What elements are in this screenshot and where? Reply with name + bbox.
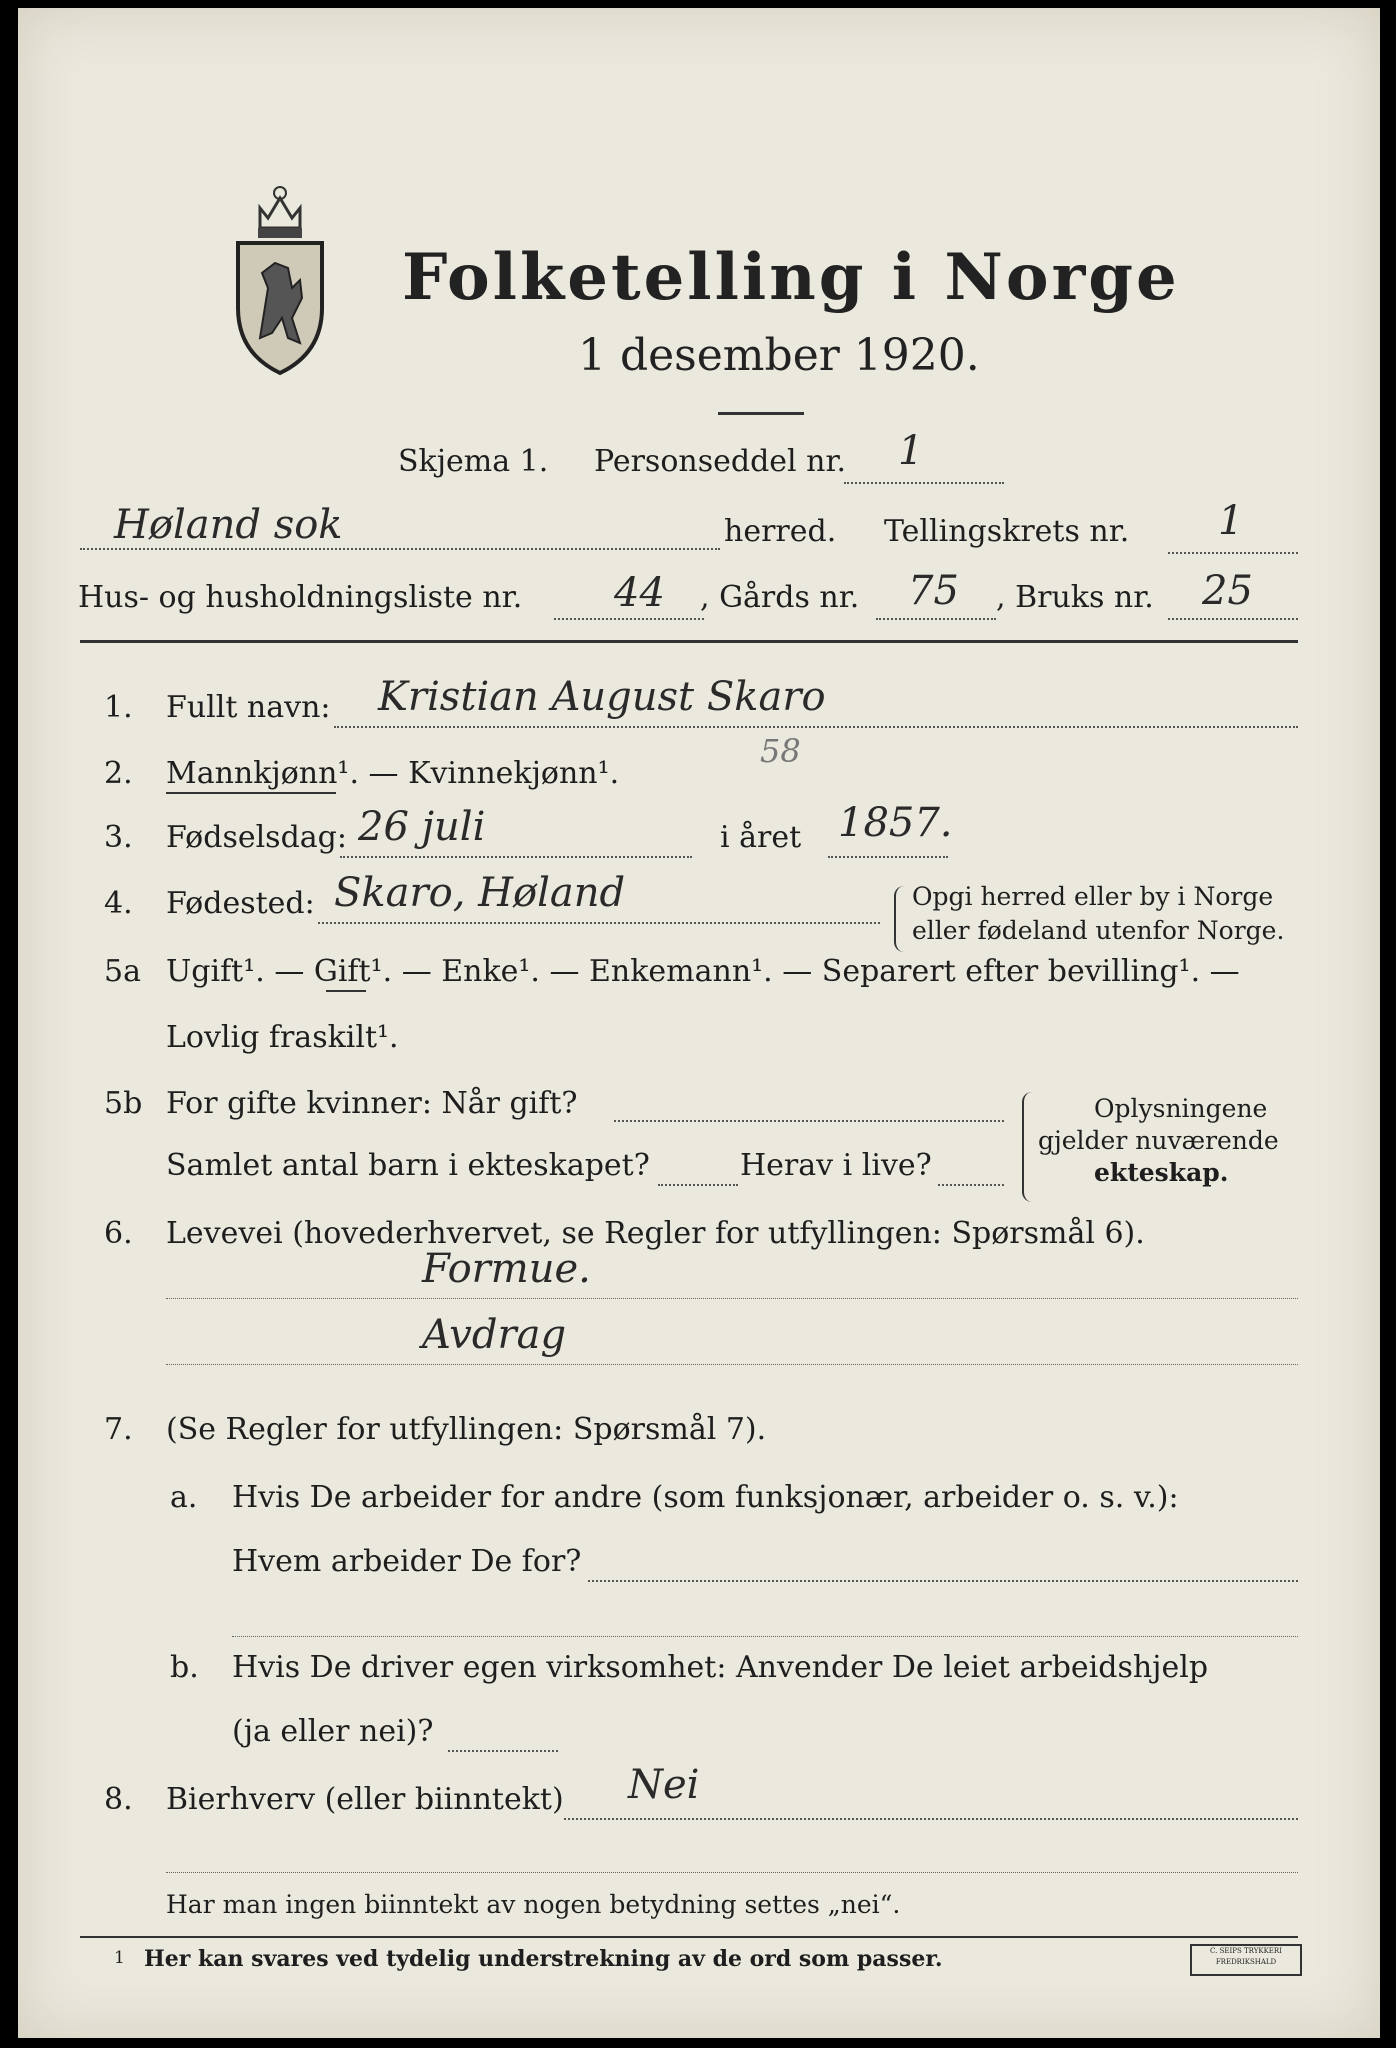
q3-number: 3. bbox=[104, 820, 133, 855]
q7a-line2: Hvem arbeider De for? bbox=[232, 1544, 582, 1579]
gards-label: , Gårds nr. bbox=[700, 580, 860, 615]
form-title: Folketelling i Norge bbox=[402, 240, 1180, 315]
q7b-line2: (ja eller nei)? bbox=[232, 1714, 434, 1749]
gender-underline bbox=[166, 792, 336, 794]
marital-status-options: Ugift¹. — Gift¹. — Enke¹. — Enkemann¹. — Separert efter bevilling¹. — bbox=[166, 954, 1240, 989]
side-occupation-value[interactable]: Nei bbox=[628, 1762, 700, 1808]
gender-options: Mannkjønn¹. — Kvinnekjønn¹. bbox=[166, 756, 620, 791]
birthplace-value[interactable]: Skaro, Høland bbox=[334, 870, 626, 916]
year-label: i året bbox=[720, 820, 802, 855]
herred-label: herred. bbox=[724, 514, 837, 549]
personseddel-label: Personseddel nr. bbox=[594, 444, 847, 479]
gards-value[interactable]: 75 bbox=[908, 568, 959, 614]
marriage-note-line2: gjelder nuværende bbox=[1038, 1126, 1279, 1155]
personseddel-value[interactable]: 1 bbox=[898, 428, 924, 474]
q7-number: 7. bbox=[104, 1412, 133, 1447]
hus-value[interactable]: 44 bbox=[614, 570, 665, 616]
q2-number: 2. bbox=[104, 756, 133, 791]
printer-stamp bbox=[1190, 1944, 1302, 1976]
herred-value[interactable]: Høland sok bbox=[114, 502, 343, 548]
census-date: 1 desember 1920. bbox=[578, 330, 980, 381]
bruks-value[interactable]: 25 bbox=[1202, 568, 1253, 614]
q3-label: Fødselsdag: bbox=[166, 820, 347, 855]
printer-stamp-line2: FREDRIKSHALD bbox=[1215, 1958, 1277, 1966]
q7b-line1: Hvis De driver egen virksomhet: Anvender De leiet arbeidshjelp bbox=[232, 1650, 1209, 1685]
tellingskrets-label: Tellingskrets nr. bbox=[884, 514, 1130, 549]
q7a-line1: Hvis De arbeider for andre (som funksjonær, arbeider o. s. v.): bbox=[232, 1480, 1179, 1515]
birthday-value[interactable]: 26 juli bbox=[358, 804, 486, 850]
footer-divider bbox=[80, 1936, 1298, 1938]
children-count-label: Samlet antal barn i ekteskapet? bbox=[166, 1148, 650, 1183]
tellingskrets-value[interactable]: 1 bbox=[1218, 498, 1244, 544]
married-when-label: For gifte kvinner: Når gift? bbox=[166, 1086, 578, 1121]
footnote-text: Her kan svares ved tydelig understrekning av de ord som passer. bbox=[144, 1946, 943, 1972]
q4-number: 4. bbox=[104, 886, 133, 921]
q5a-number: 5a bbox=[104, 954, 141, 989]
marriage-note-line1: Oplysningene bbox=[1094, 1094, 1268, 1123]
side-occupation-label: Bierhverv (eller biinntekt) bbox=[166, 1782, 564, 1817]
header-divider bbox=[80, 640, 1298, 643]
age-note: 58 bbox=[760, 732, 801, 770]
birthplace-note-line1: Opgi herred eller by i Norge bbox=[912, 882, 1274, 911]
bruks-label: , Bruks nr. bbox=[996, 580, 1154, 615]
census-form bbox=[18, 8, 1380, 2038]
occupation-value-1[interactable]: Formue. bbox=[422, 1246, 591, 1292]
q5b-number: 5b bbox=[104, 1086, 143, 1121]
q6-number: 6. bbox=[104, 1216, 133, 1251]
title-divider bbox=[718, 412, 804, 415]
occupation-label: Levevei (hovederhvervet, se Regler for utfyllingen: Spørsmål 6). bbox=[166, 1216, 1145, 1251]
children-alive-label: Herav i live? bbox=[740, 1148, 932, 1183]
q1-number: 1. bbox=[104, 690, 133, 725]
q7b-number: b. bbox=[170, 1650, 199, 1685]
q7a-number: a. bbox=[170, 1480, 198, 1515]
gift-underline bbox=[326, 990, 366, 992]
birth-year-value[interactable]: 1857. bbox=[838, 800, 953, 846]
birthplace-note-line2: eller fødeland utenfor Norge. bbox=[912, 916, 1285, 945]
marriage-note-line3: ekteskap. bbox=[1094, 1158, 1229, 1187]
printer-stamp-line1: C. SEIPS TRYKKERI bbox=[1210, 1947, 1282, 1955]
footnote-mark: 1 bbox=[114, 1948, 125, 1968]
q8-number: 8. bbox=[104, 1782, 133, 1817]
full-name-value[interactable]: Kristian August Skaro bbox=[378, 674, 826, 720]
schema-label: Skjema 1. bbox=[398, 444, 549, 479]
occupation-value-2[interactable]: Avdrag bbox=[422, 1312, 567, 1358]
marital-status-options-line2: Lovlig fraskilt¹. bbox=[166, 1020, 399, 1055]
q4-label: Fødested: bbox=[166, 886, 315, 921]
q7-label: (Se Regler for utfyllingen: Spørsmål 7). bbox=[166, 1412, 767, 1447]
q1-label: Fullt navn: bbox=[166, 690, 331, 725]
coat-of-arms-icon bbox=[230, 168, 330, 378]
hus-label: Hus- og husholdningsliste nr. bbox=[78, 580, 523, 615]
side-occupation-note: Har man ingen biinntekt av nogen betydning settes „nei“. bbox=[166, 1890, 901, 1919]
